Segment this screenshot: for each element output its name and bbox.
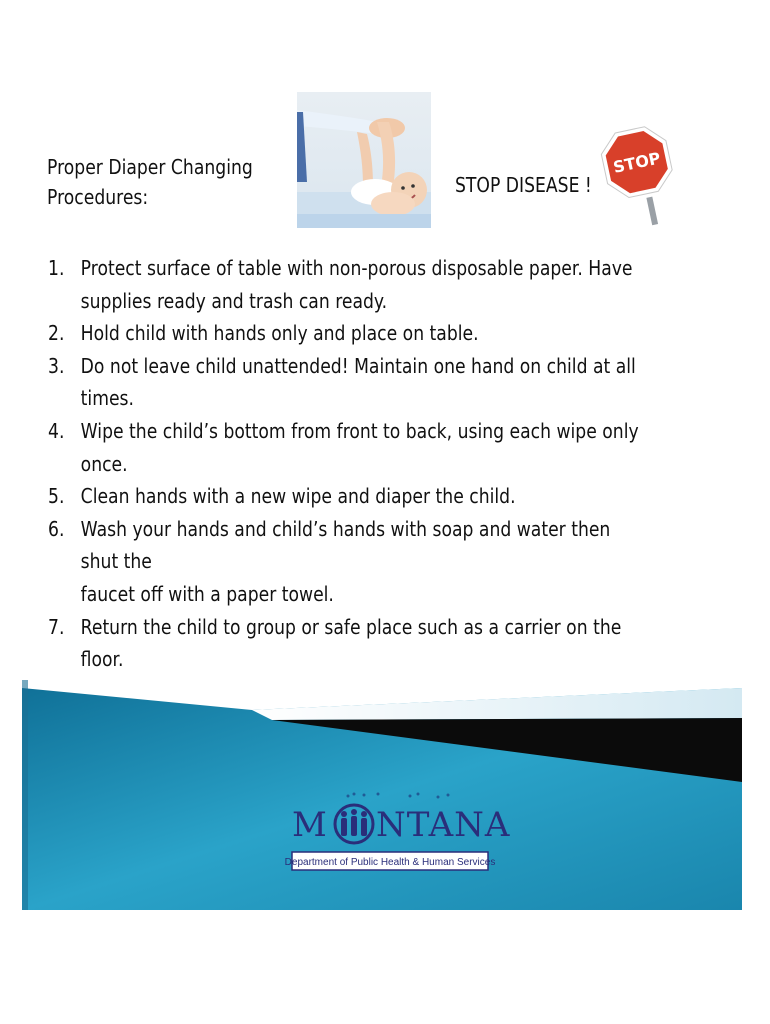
- stop-sign-icon: [603, 123, 673, 227]
- step-text: Clean hands with a new wipe and diaper the child.: [80, 484, 516, 509]
- step-text: Return the child to group or safe place such as a carrier on the floor.: [80, 614, 622, 672]
- step-text: Protect surface of table with non-porous disposable paper. Have: [80, 256, 633, 280]
- step-text: faucet off with a paper towel.: [80, 581, 334, 606]
- page-title: [47, 152, 253, 212]
- list-item: [48, 252, 650, 317]
- step-number: 7.: [48, 614, 65, 639]
- title-line-1: Proper Diaper Changing: [47, 155, 253, 179]
- step-number: 1.: [48, 256, 65, 280]
- step-number: 3.: [48, 353, 65, 378]
- step-number: 2.: [48, 321, 65, 346]
- step-text: Do not leave child unattended! Maintain one hand on child at all: [80, 353, 636, 378]
- diaper-change-photo: [297, 92, 431, 228]
- logo-subtitle: Department of Public Health & Human Services: [284, 857, 496, 868]
- svg-text:NTANA: NTANA: [376, 805, 511, 845]
- list-item: [48, 611, 650, 676]
- montana-dphhs-logo: [284, 792, 511, 882]
- step-number: 4.: [48, 418, 65, 443]
- step-text: Hold child with hands only and place on table.: [80, 321, 479, 346]
- list-item: [48, 415, 650, 480]
- step-text: Wipe the child’s bottom from front to back, using each wipe only once.: [80, 418, 639, 476]
- step-number: 5.: [48, 484, 65, 509]
- step-text: times.: [80, 386, 134, 411]
- list-item: [48, 513, 650, 611]
- list-item: [48, 350, 650, 415]
- list-item: [48, 480, 650, 513]
- step-text: supplies ready and trash can ready.: [80, 288, 388, 313]
- stop-disease-label: STOP DISEASE !: [455, 173, 592, 197]
- list-item: [48, 317, 650, 350]
- title-line-2: Procedures:: [47, 185, 149, 209]
- step-number: 6.: [48, 516, 65, 541]
- logo-name: M: [292, 805, 328, 845]
- stop-sign-text: STOP: [611, 148, 663, 177]
- step-text: Wash your hands and child’s hands with soap and water then shut the: [80, 516, 611, 574]
